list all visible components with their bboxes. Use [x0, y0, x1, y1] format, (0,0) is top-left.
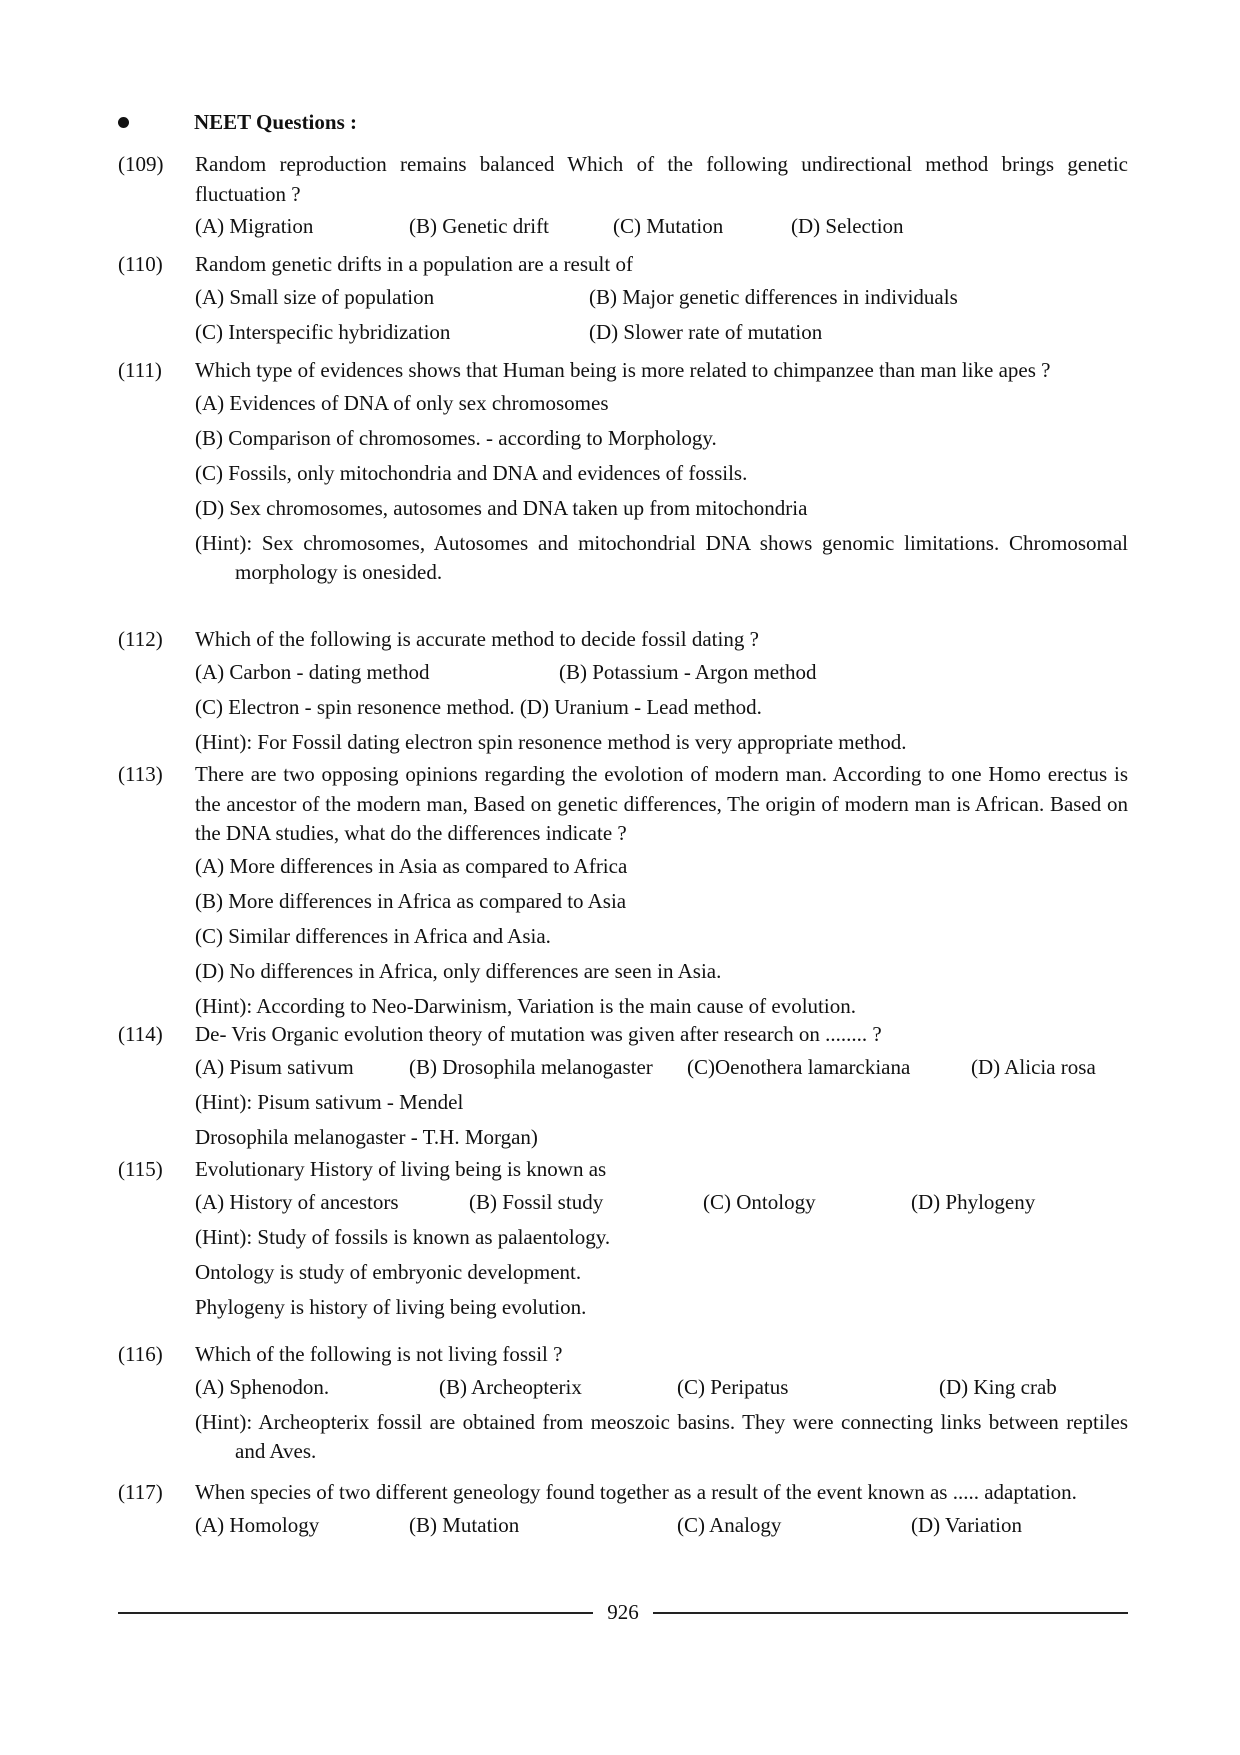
options-row	[195, 1370, 1128, 1405]
options-row	[195, 209, 1128, 244]
hint-extra: Ontology is study of embryonic development.	[195, 1259, 582, 1284]
question-number: (109)	[118, 152, 164, 176]
question-109	[118, 150, 1128, 244]
question-number: (117)	[118, 1480, 163, 1504]
question-114	[118, 1020, 1128, 1155]
question-number: (114)	[118, 1022, 163, 1046]
hint-text: (Hint): Sex chromosomes, Autosomes and mitochondrial DNA shows genomic limitations. Chromosomal morphology is onesided.	[195, 530, 1128, 584]
option-c: (C) Fossils, only mitochondria and DNA and evidences of fossils.	[195, 460, 748, 485]
option-a: (A) Pisum sativum	[195, 1054, 354, 1079]
question-number: (116)	[118, 1342, 163, 1366]
option-c: (C) Mutation	[613, 214, 724, 238]
option-a: (A) Carbon - dating method	[195, 659, 430, 684]
option-c: (C) Analogy	[677, 1512, 782, 1537]
question-112	[118, 625, 1128, 757]
question-116	[118, 1340, 1128, 1467]
hint-text: (Hint): Archeopterix fossil are obtained from meoszoic basins. They were connecting links between reptiles and Aves.	[195, 1409, 1128, 1463]
question-number: (113)	[118, 762, 163, 786]
option-b: (B) Comparison of chromosomes. - according to Morphology.	[195, 425, 717, 450]
options-row	[195, 655, 1128, 690]
option-b: (B) Mutation	[409, 1512, 520, 1537]
option-b: (B) More differences in Africa as compared to Asia	[195, 888, 627, 913]
option-d: (D) Alicia rosa	[971, 1054, 1096, 1079]
question-number: (110)	[118, 252, 163, 276]
option-c: (C) Similar differences in Africa and Asia.	[195, 923, 551, 948]
option-c: (C) Peripatus	[677, 1374, 789, 1399]
question-115	[118, 1155, 1128, 1325]
hint-text: (Hint): According to Neo-Darwinism, Variation is the main cause of evolution.	[195, 993, 856, 1018]
option-d: (D) Sex chromosomes, autosomes and DNA taken up from mitochondria	[195, 495, 808, 520]
question-110	[118, 250, 1128, 350]
option-c: (C) Interspecific hybridization	[195, 319, 451, 344]
option-b: (B) Fossil study	[469, 1189, 604, 1214]
question-stem: There are two opposing opinions regarding the evolotion of modern man. According to one Homo erectus is the ancestor of the modern man, Based on genetic differences, The origin of modern man is African. Based on the DNA studies, what do the differences indicate ?	[195, 762, 1128, 845]
option-b: (B) Genetic drift	[409, 214, 549, 238]
options-row	[195, 1508, 1128, 1543]
options-row	[195, 315, 1128, 350]
question-113	[118, 760, 1128, 1024]
hint-text: (Hint): Study of fossils is known as palaentology.	[195, 1224, 611, 1249]
options-row	[195, 280, 1128, 315]
hint-extra: Drosophila melanogaster - T.H. Morgan)	[195, 1124, 538, 1149]
hint-extra: Phylogeny is history of living being evolution.	[195, 1294, 587, 1319]
option-b: (B) Drosophila melanogaster	[409, 1054, 653, 1079]
hint-text: (Hint): Pisum sativum - Mendel	[195, 1089, 464, 1114]
option-c: (C) Ontology	[703, 1189, 816, 1214]
section-title: NEET Questions :	[194, 110, 357, 134]
option-d: (D) Phylogeny	[911, 1189, 1036, 1214]
question-stem: De- Vris Organic evolution theory of mutation was given after research on ........ ?	[195, 1022, 882, 1046]
bullet-icon	[118, 117, 129, 128]
option-d: (D) Selection	[791, 214, 904, 238]
question-number: (112)	[118, 627, 163, 651]
option-a: (A) Evidences of DNA of only sex chromosomes	[195, 390, 609, 415]
question-117	[118, 1478, 1128, 1543]
option-a: (A) History of ancestors	[195, 1189, 399, 1214]
page-number: 926	[607, 1600, 639, 1624]
option-b: (B) Archeopterix	[439, 1374, 582, 1399]
question-stem: Random genetic drifts in a population are a result of	[195, 252, 633, 276]
option-c-d: (C) Electron - spin resonence method. (D) Uranium - Lead method.	[195, 694, 762, 719]
question-stem: Which type of evidences shows that Human being is more related to chimpanzee than man like apes ?	[195, 358, 1051, 382]
option-b: (B) Potassium - Argon method	[559, 659, 817, 684]
options-row	[195, 1185, 1128, 1220]
question-stem: Which of the following is accurate method to decide fossil dating ?	[195, 627, 759, 651]
option-a: (A) Migration	[195, 214, 314, 238]
question-stem: Which of the following is not living fossil ?	[195, 1342, 563, 1366]
question-stem: When species of two different geneology found together as a result of the event known as ..... adaptation.	[195, 1480, 1077, 1504]
footer-rule-right	[653, 1612, 1128, 1614]
option-c: (C)Oenothera lamarckiana	[687, 1054, 911, 1079]
option-d: (D) Slower rate of mutation	[589, 319, 823, 344]
option-d: (D) King crab	[939, 1374, 1057, 1399]
question-number: (115)	[118, 1157, 163, 1181]
option-a: (A) Small size of population	[195, 284, 435, 309]
option-a: (A) Sphenodon.	[195, 1374, 330, 1399]
option-d: (D) No differences in Africa, only differences are seen in Asia.	[195, 958, 722, 983]
option-b: (B) Major genetic differences in individuals	[589, 284, 958, 309]
question-stem: Evolutionary History of living being is known as	[195, 1157, 607, 1181]
option-a: (A) Homology	[195, 1512, 320, 1537]
question-number: (111)	[118, 358, 162, 382]
page-footer	[118, 1600, 1128, 1624]
options-row	[195, 1050, 1128, 1085]
option-d: (D) Variation	[911, 1512, 1022, 1537]
hint-text: (Hint): For Fossil dating electron spin resonence method is very appropriate method.	[195, 729, 907, 754]
question-stem: Random reproduction remains balanced Which of the following undirectional method brings genetic fluctuation ?	[195, 152, 1128, 206]
question-111	[118, 356, 1128, 588]
option-a: (A) More differences in Asia as compared to Africa	[195, 853, 628, 878]
